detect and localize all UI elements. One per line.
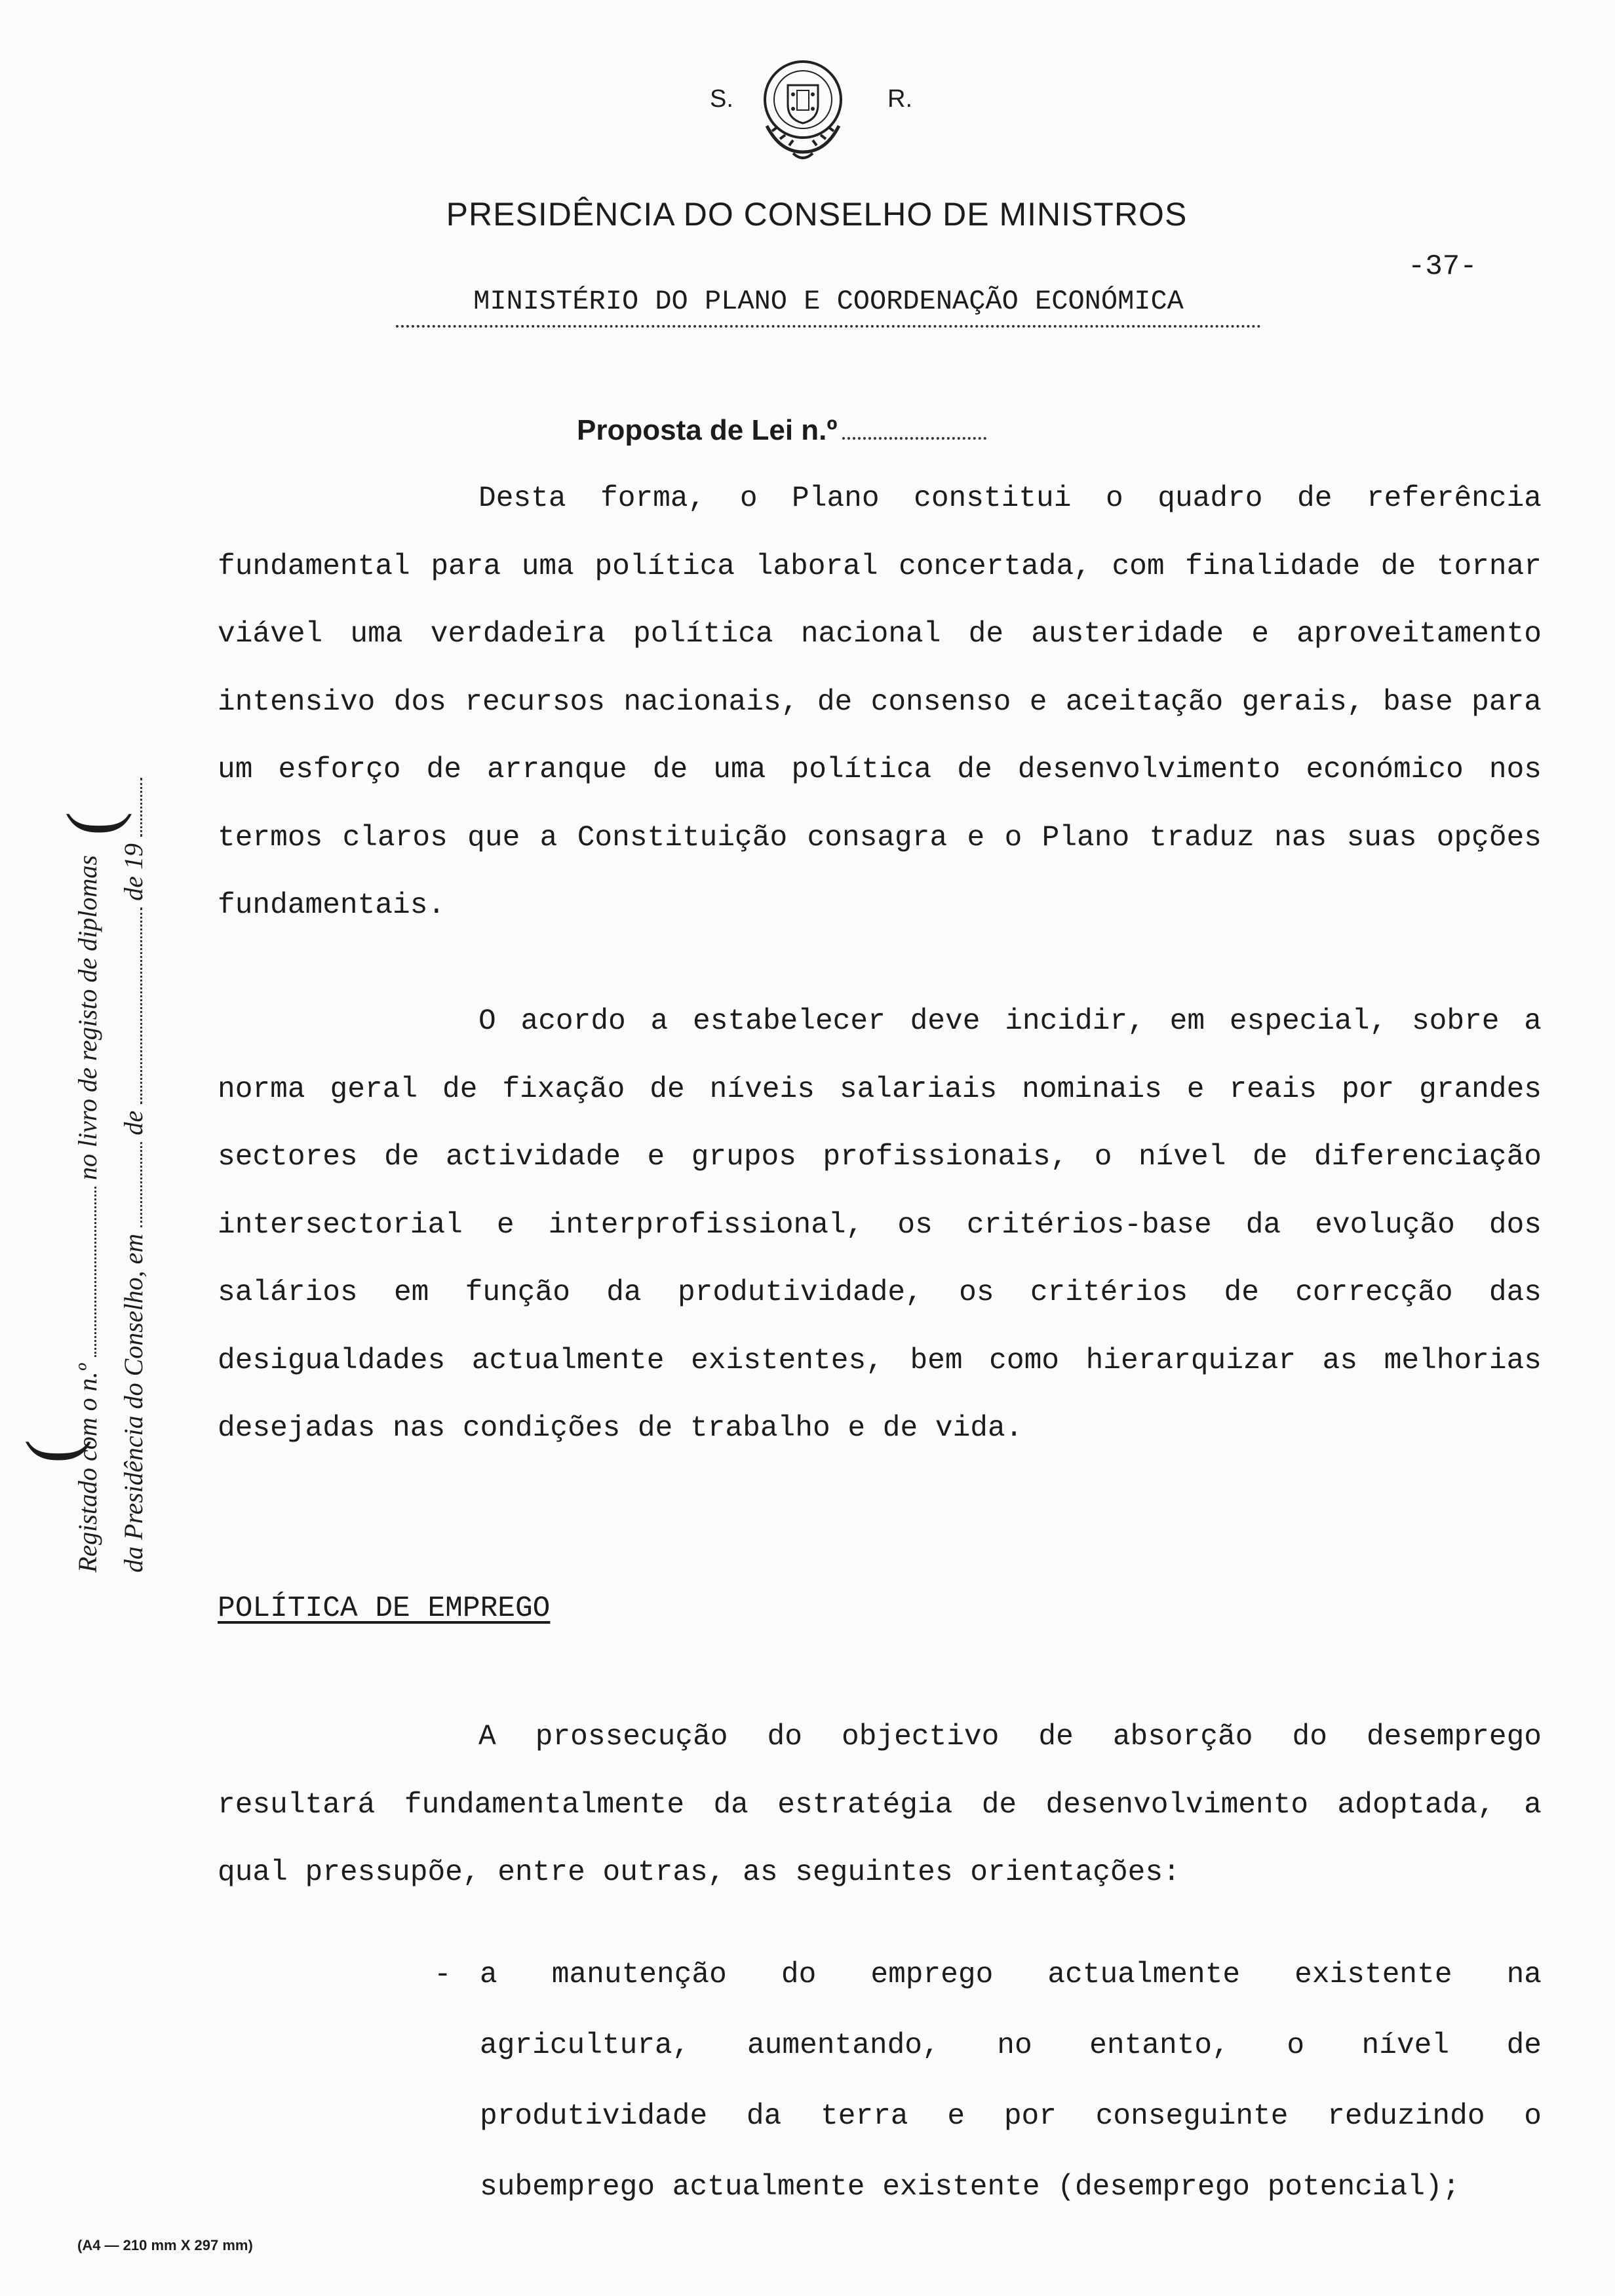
- presidencia-title: PRESIDÊNCIA DO CONSELHO DE MINISTROS: [446, 196, 1188, 233]
- paragraph-acordo: O acordo a estabelecer deve incidir, em especial, sobre a norma geral de fixação de níveis salariais nominais e reais por grandes sectores de actividade e grupos profissionais, o nível de diferenciação intersectorial e interprofissional, os critérios-base da evolução dos salários em função da produtividade, os critérios de correcção das desigualdades actualmente existentes, bem como hierarquizar as melhorias desejadas nas condições de trabalho e de vida.: [218, 1005, 1542, 1445]
- proposta-de-lei: [577, 414, 986, 447]
- paragraph-plano: Desta forma, o Plano constitui o quadro de referência fundamental para uma política laboral concertada, com finalidade de tornar viável uma verdadeira política nacional de austeridade e aproveitamento intensivo dos recursos nacionais, de consenso e aceitação gerais, base para um esforço de arranque de uma política de desenvolvimento económico nos termos claros que a Constituição consagra e o Plano traduz nas suas opções fundamentais.: [218, 482, 1542, 922]
- stamp-registado-label: Registado com o n.º: [73, 1363, 102, 1573]
- stamp-presidencia-label: da Presidência do Conselho, em: [119, 1233, 148, 1573]
- paper-size-note: (A4 — 210 mm X 297 mm): [77, 2237, 253, 2253]
- paragraph-prossecucao: A prossecução do objectivo de absorção do desemprego resultará fundamentalmente da estratégia de desenvolvimento adoptada, a qual pressupõe, entre outras, as seguintes orientações:: [218, 1721, 1542, 1889]
- stamp-brace-top: (: [52, 811, 132, 836]
- stamp-livro-label: no livro de registo de diplomas: [73, 855, 102, 1180]
- ministerio-subtitle: MINISTÉRIO DO PLANO E COORDENAÇÃO ECONÓMICA: [396, 286, 1261, 328]
- stamp-brace-bottom: (: [11, 1439, 92, 1464]
- proposta-number-blank: [842, 437, 986, 440]
- stamp-day-blank: [140, 1142, 142, 1227]
- bullet-dash: -: [434, 1959, 452, 1991]
- stamp-month-blank: [140, 908, 142, 1104]
- stamp-line-2: [118, 701, 164, 1573]
- bullet-item: a manutenção do emprego actualmente existente na agricultura, aumentando, no entanto, o nível de produtividade da terra e por conseguinte reduzindo o subemprego actualmente existente (desemprego potencial);: [480, 1959, 1542, 2204]
- registration-stamp: [72, 701, 164, 1573]
- coat-of-arms-seal-icon: [754, 54, 852, 165]
- stamp-line-1: [72, 701, 118, 1573]
- header-s-letter: S.: [710, 85, 733, 113]
- proposta-label: Proposta de Lei n.º: [577, 414, 838, 446]
- page-number: -37-: [1408, 250, 1477, 283]
- stamp-year-label: de 19: [119, 843, 148, 901]
- stamp-number-blank: [94, 1187, 96, 1357]
- stamp-year-blank: [140, 778, 142, 837]
- header-r-letter: R.: [887, 85, 912, 113]
- section-heading-emprego: POLÍTICA DE EMPREGO: [218, 1592, 551, 1625]
- stamp-de-label: de: [119, 1110, 148, 1136]
